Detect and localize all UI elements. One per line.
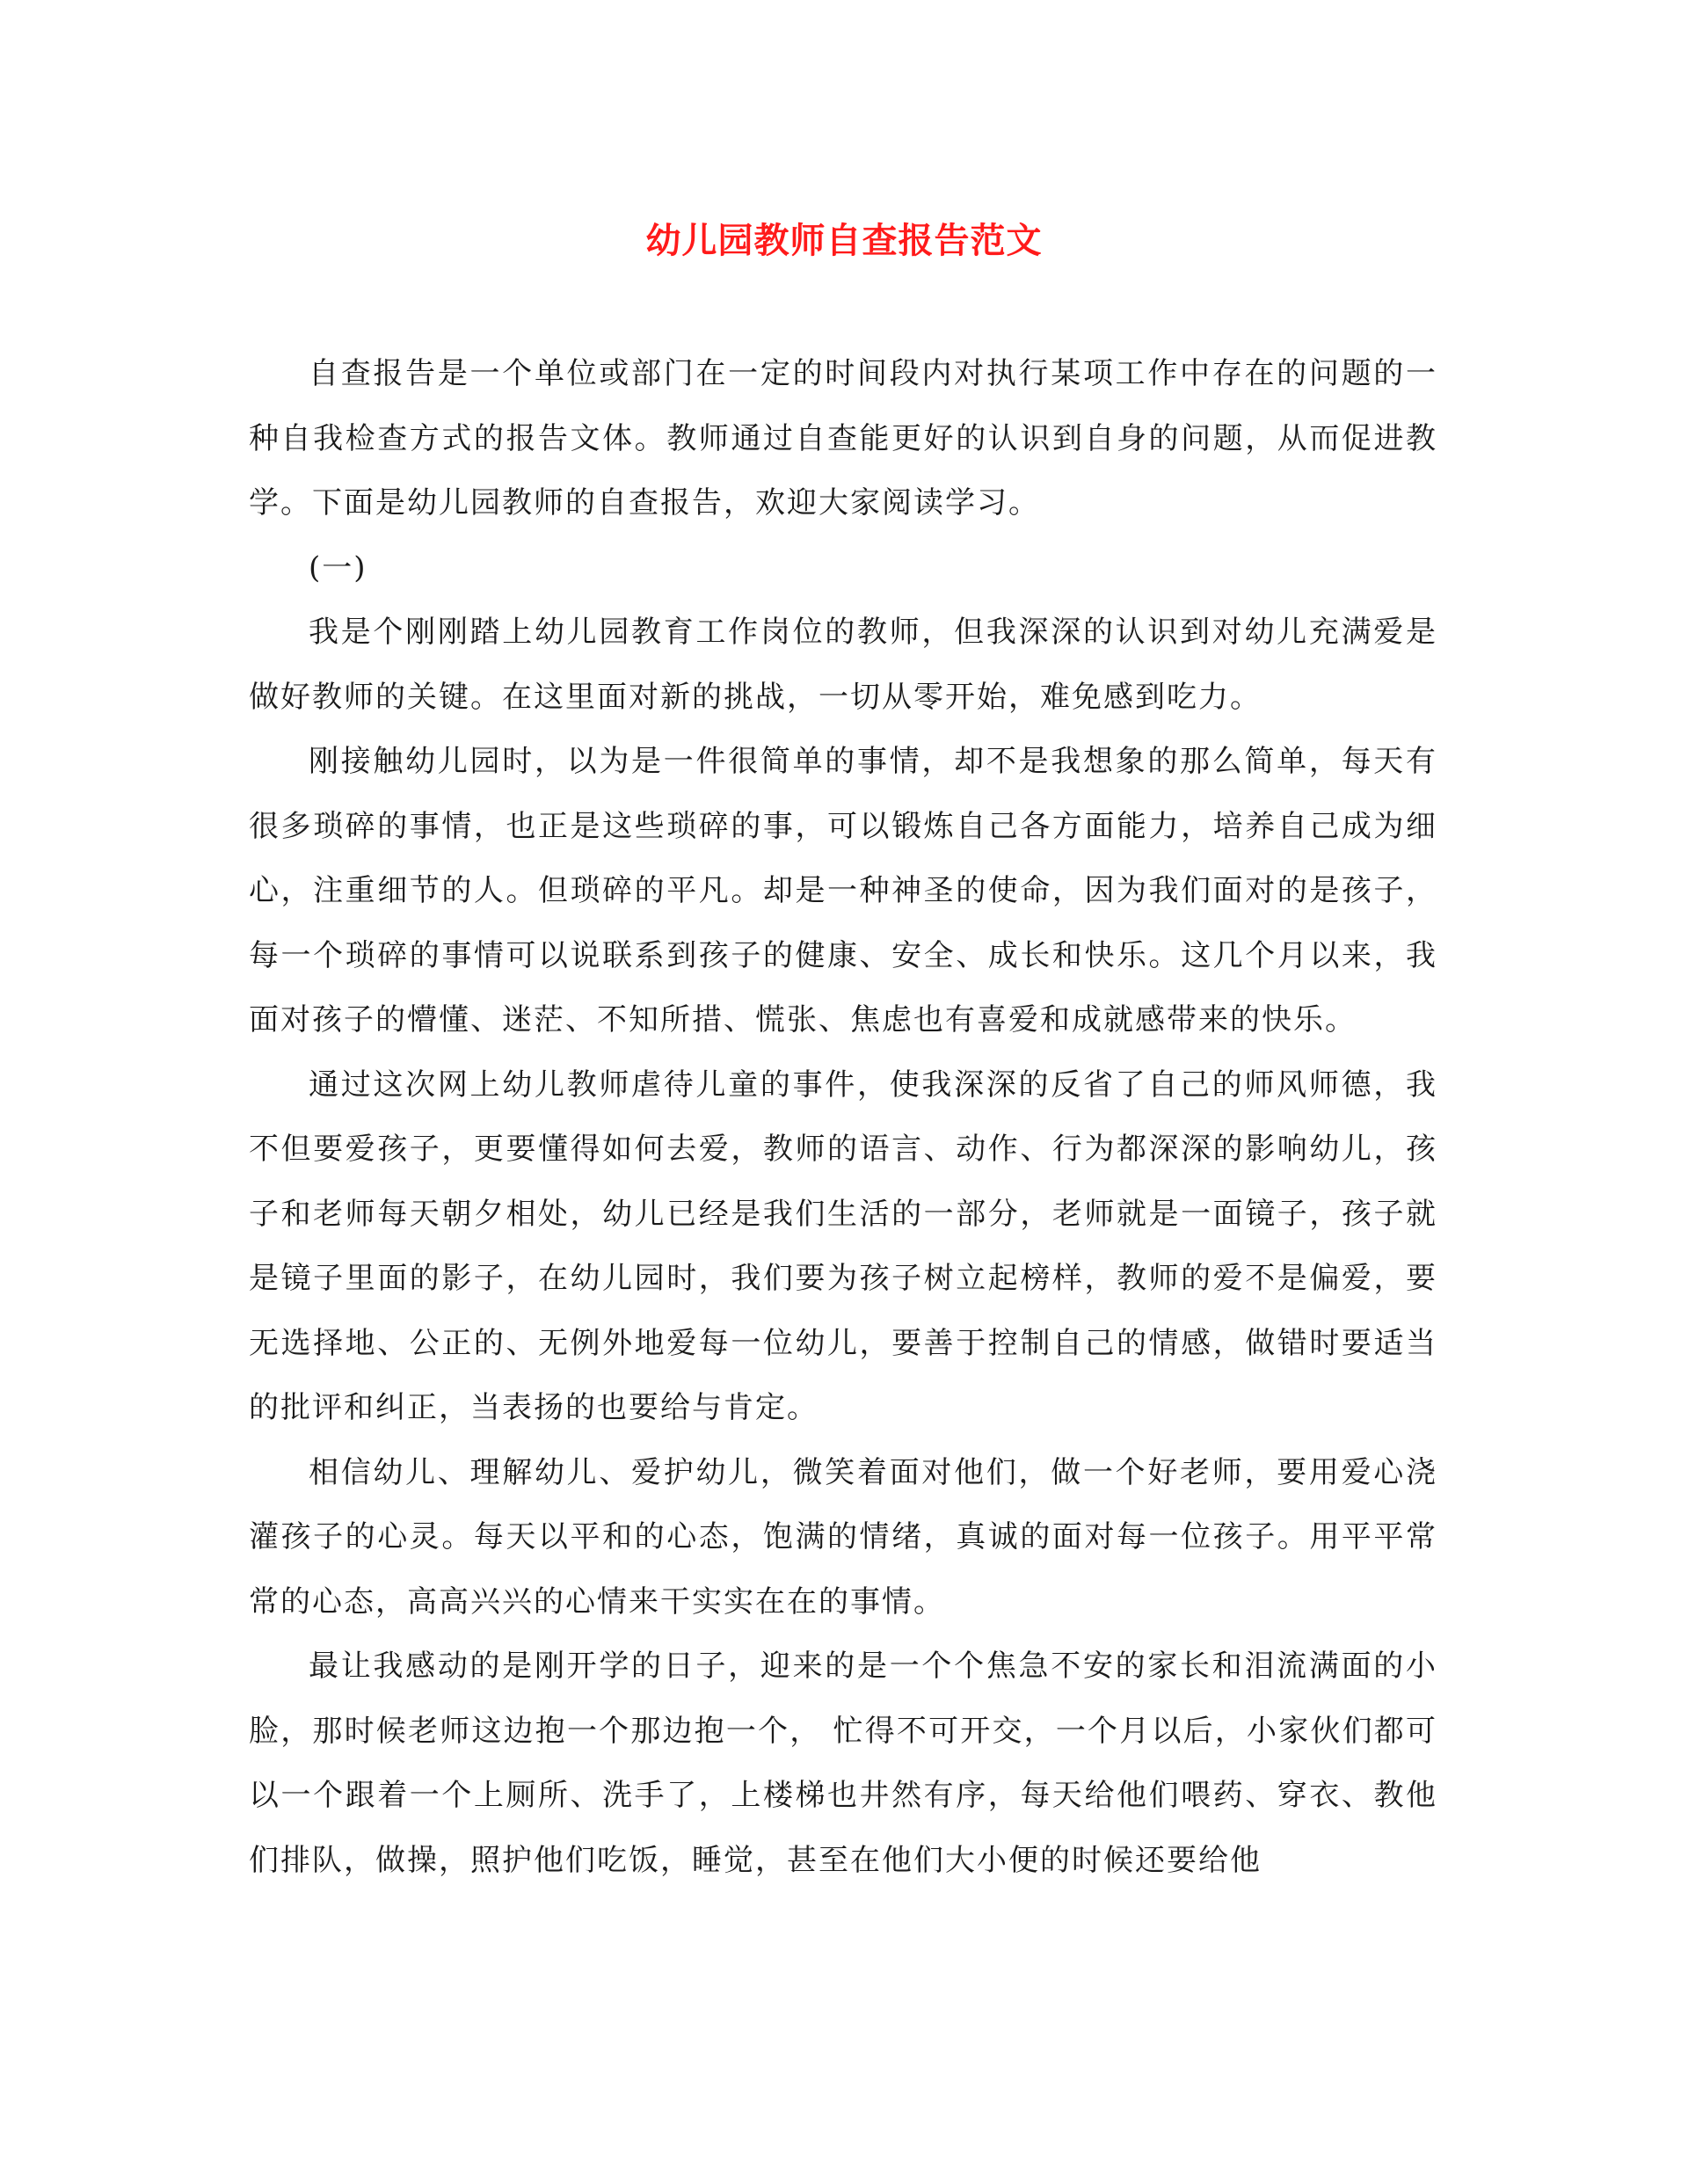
paragraph: 通过这次网上幼儿教师虐待儿童的事件，使我深深的反省了自己的师风师德，我不但要爱孩子，更要懂得如何去爱，教师的语言、动作、行为都深深的影响幼儿，孩子和老师每天朝夕相处，幼儿已经是我们生活的一部分，老师就是一面镜子，孩子就是镜子里面的影子，在幼儿园时，我们要为孩子树立起榜样，教师的爱不是偏爱，要无选择地、公正的、无例外地爱每一位幼儿，要善于控制自己的情感，做错时要适当的批评和纠正，当表扬的也要给与肯定。: [249, 1067, 1437, 1425]
paragraph-intro: 自查报告是一个单位或部门在一定的时间段内对执行某项工作中存在的问题的一种自我检查方式的报告文体。教师通过自查能更好的认识到自身的问题，从而促进教学。下面是幼儿园教师的自查报告，欢迎大家阅读学习。: [249, 356, 1437, 521]
paragraph: 相信幼儿、理解幼儿、爱护幼儿，微笑着面对他们，做一个好老师，要用爱心浇灌孩子的心灵。每天以平和的心态，饱满的情绪，真诚的面对每一位孩子。用平平常常的心态，高高兴兴的心情来干实实在在的事情。: [249, 1454, 1437, 1620]
document-body: [249, 342, 1437, 1893]
paragraph: 最让我感动的是刚开学的日子，迎来的是一个个焦急不安的家长和泪流满面的小脸，那时候老师这边抱一个那边抱一个， 忙得不可开交，一个月以后，小家伙们都可以一个跟着一个上厕所、洗手了，上楼梯也井然有序，每天给他们喂药、穿衣、教他们排队，做操，照护他们吃饭，睡觉，甚至在他们大小便的时候还要给他: [249, 1649, 1437, 1878]
document-title: 幼儿园教师自查报告范文: [645, 220, 1043, 261]
paragraph: 我是个刚刚踏上幼儿园教育工作岗位的教师，但我深深的认识到对幼儿充满爱是做好教师的关键。在这里面对新的挑战，一切从零开始，难免感到吃力。: [249, 615, 1437, 715]
paragraph: 刚接触幼儿园时，以为是一件很简单的事情，却不是我想象的那么简单，每天有很多琐碎的事情，也正是这些琐碎的事，可以锻炼自己各方面能力，培养自己成为细心，注重细节的人。但琐碎的平凡。却是一种神圣的使命，因为我们面对的是孩子，每一个琐碎的事情可以说联系到孩子的健康、安全、成长和快乐。这几个月以来，我面对孩子的懵懂、迷茫、不知所措、慌张、焦虑也有喜爱和成就感带来的快乐。: [249, 744, 1437, 1037]
section-heading-one: (一): [309, 550, 367, 586]
